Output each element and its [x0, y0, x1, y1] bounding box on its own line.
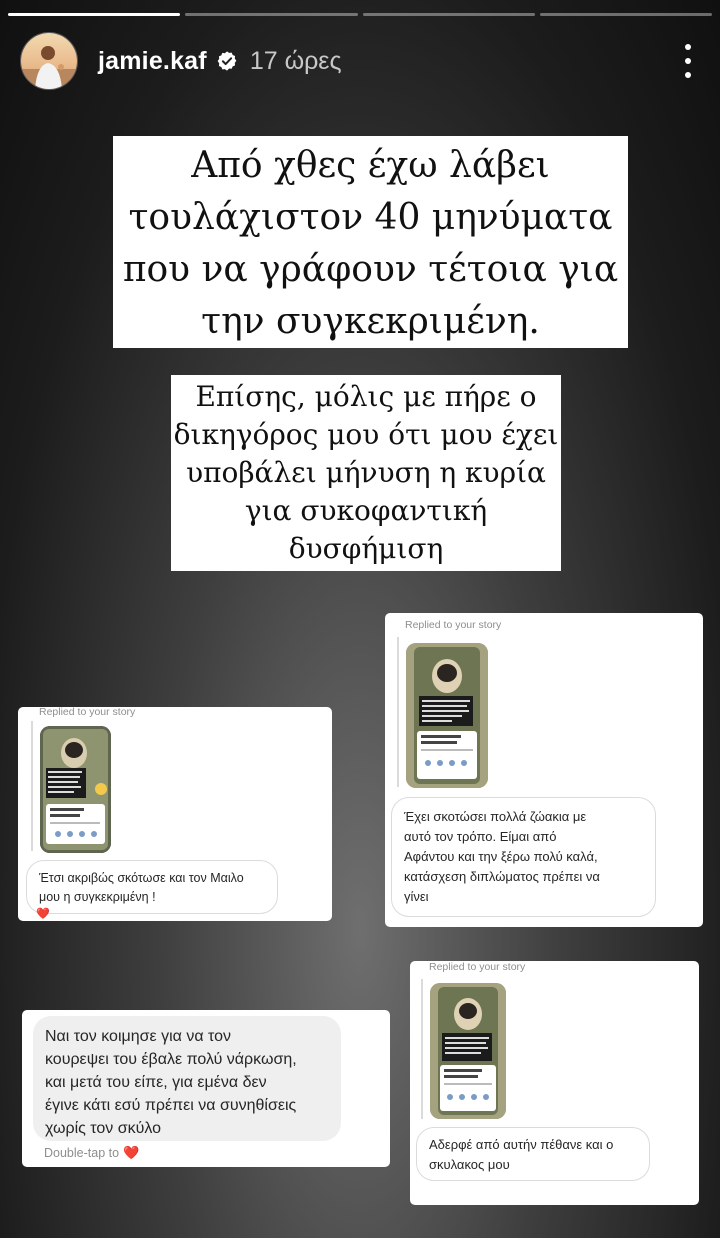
message-line: έγινε κάτι εσύ πρέπει να συνηθίσεις	[45, 1097, 297, 1114]
story-progress-bar	[8, 13, 712, 16]
message-line: γίνει	[404, 889, 429, 904]
text-line: που να γράφουν τέτοια για	[122, 249, 619, 290]
message-line: χωρίς τον σκύλο	[45, 1120, 161, 1137]
dm-screenshot-4	[410, 961, 699, 1205]
more-vertical-icon[interactable]	[678, 44, 698, 78]
text-line: Από χθες έχω λάβει	[191, 145, 550, 186]
text-line: την συγκεκριμένη.	[201, 301, 540, 342]
progress-segment	[363, 13, 535, 16]
text-line: Επίσης, μόλις με πήρε ο	[195, 380, 537, 413]
post-time: 17 ώρες	[249, 46, 342, 75]
heart-icon: ❤️	[123, 1145, 140, 1160]
text-line: υποβάλει μήνυση η κυρία	[186, 456, 546, 489]
message-line: σκυλακος μου	[429, 1157, 510, 1172]
reply-indicator-bar	[397, 637, 399, 787]
progress-segment	[8, 13, 180, 16]
story-thumbnail-image	[406, 643, 488, 788]
message-bubble	[391, 797, 656, 917]
heart-reaction-icon: ❤️	[36, 908, 50, 920]
dm-screenshot-3	[22, 1010, 390, 1167]
avatar[interactable]	[20, 32, 78, 90]
story-thumbnail-image	[430, 983, 506, 1119]
story-thumbnail-image	[40, 726, 111, 853]
message-line: και μετά του είπε, για εμένα δεν	[45, 1074, 267, 1091]
text-line: για συκοφαντική	[244, 494, 488, 527]
message-line: Αφάντου και την ξέρω πολύ καλά,	[404, 849, 598, 864]
message-line: αυτό τον τρόπο. Είμαι από	[404, 829, 557, 844]
progress-segment	[540, 13, 712, 16]
message-bubble	[33, 1016, 341, 1141]
replied-to-story-label: Replied to your story	[429, 961, 526, 973]
verified-badge-icon	[216, 50, 238, 72]
story-text-box-2	[171, 375, 561, 571]
message-line: Έτσι ακριβώς σκότωσε και τον Μαιλο	[39, 871, 244, 885]
double-tap-hint[interactable]	[44, 1145, 139, 1161]
story-text-box-1	[113, 136, 628, 348]
story-header	[20, 32, 700, 90]
dm-screenshot-2	[385, 613, 703, 927]
reply-indicator-bar	[421, 979, 423, 1119]
message-line: κατάσχεση διπλώματος πρέπει να	[404, 869, 600, 884]
text-line: τουλάχιστον 40 μηνύματα	[128, 197, 613, 238]
progress-segment	[185, 13, 357, 16]
message-line: Ναι τον κοιμησε για να τον	[45, 1028, 232, 1045]
message-line: Έχει σκοτώσει πολλά ζώακια με	[404, 809, 587, 824]
text-line: δικηγόρος μου ότι μου έχει	[173, 418, 559, 451]
double-tap-label: Double-tap to	[44, 1146, 120, 1160]
replied-to-story-label: Replied to your story	[39, 707, 136, 718]
message-line: μου η συγκεκριμένη !	[39, 890, 156, 904]
dm-screenshot-1	[18, 707, 332, 921]
replied-to-story-label: Replied to your story	[405, 619, 502, 631]
message-bubble	[26, 860, 278, 914]
message-line: Αδερφέ από αυτήν πέθανε και ο	[429, 1137, 614, 1152]
text-line: δυσφήμιση	[288, 532, 444, 565]
reply-indicator-bar	[31, 721, 33, 851]
username[interactable]: jamie.kaf	[98, 46, 207, 75]
message-bubble	[416, 1127, 650, 1181]
message-line: κουρεψει του έβαλε πολύ νάρκωση,	[45, 1051, 297, 1068]
